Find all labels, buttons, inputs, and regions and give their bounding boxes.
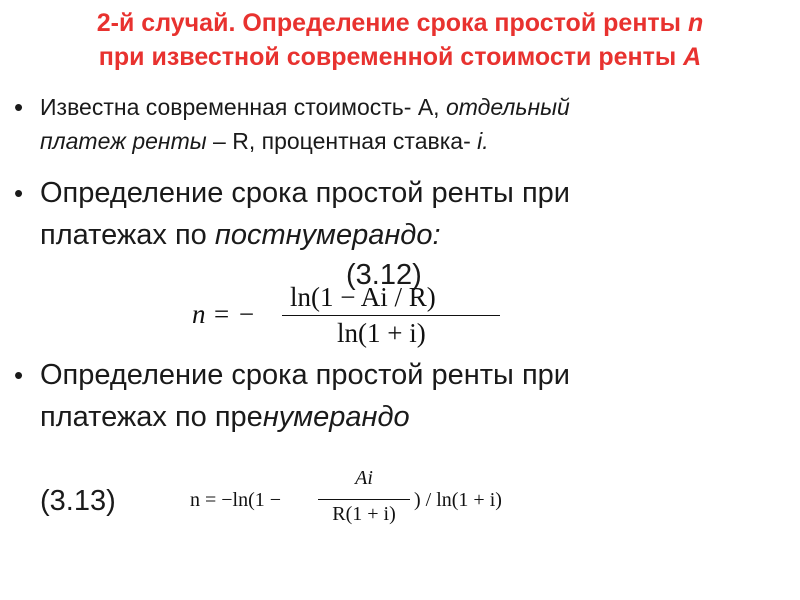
bullet-3-line-2 xyxy=(40,396,780,438)
equation-label-3-13: (3.13) xyxy=(40,485,116,517)
formula-3-13-left: n = −ln(1 − xyxy=(190,489,282,511)
bullet-item-3 xyxy=(40,354,780,438)
fraction-bar xyxy=(318,499,410,500)
title-line-2 xyxy=(0,40,800,74)
title-line-2-text: при известной современной стоимости ренты xyxy=(98,43,684,71)
bullet-1-text-c: платеж ренты xyxy=(40,128,207,154)
equation-label-3-12: (3.12) xyxy=(346,259,422,291)
bullet-2-line-2 xyxy=(40,214,780,256)
formula-3-12-lhs: n = − xyxy=(192,299,256,329)
bullet-2-text-a: платежах по xyxy=(40,219,215,251)
formula-3-13-numerator: Ai xyxy=(355,467,373,489)
bullet-1-line-2 xyxy=(40,124,780,158)
formula-3-12-denominator: ln(1 + i) xyxy=(337,318,426,348)
bullet-marker-2: • xyxy=(14,178,24,208)
bullet-2-text-b: постнумерандо: xyxy=(214,219,441,251)
bullet-item-2 xyxy=(40,172,780,256)
bullet-marker-1: • xyxy=(14,92,24,122)
title-line-1 xyxy=(0,6,800,40)
bullet-3-line-1: Определение срока простой ренты при xyxy=(40,359,570,391)
bullet-1-text-d: – R, процентная ставка- xyxy=(206,128,478,154)
formula-3-13-right: ) / ln(1 + i) xyxy=(414,489,502,511)
fraction-bar xyxy=(282,315,500,316)
bullet-1-line-1 xyxy=(40,90,780,124)
title-variable-a: А xyxy=(683,43,702,71)
bullet-1-variable-i: i. xyxy=(477,128,489,154)
formula-3-12-numerator: ln(1 − Ai / R) xyxy=(290,282,436,312)
title-line-1-text: 2-й случай. Определение срока простой ренты xyxy=(96,9,688,37)
bullet-2-line-1: Определение срока простой ренты при xyxy=(40,177,570,209)
bullet-item-1 xyxy=(40,90,780,158)
title-variable-n: n xyxy=(687,9,704,37)
bullet-3-text-b: нумерандо xyxy=(262,401,410,433)
bullet-marker-3: • xyxy=(14,360,24,390)
formula-3-13-denominator: R(1 + i) xyxy=(332,503,396,525)
bullet-1-text-a: Известна современная стоимость- А, xyxy=(40,94,446,120)
slide-title xyxy=(0,6,800,74)
bullet-1-text-b: отдельный xyxy=(445,94,570,120)
bullet-3-text-a: платежах по пре xyxy=(40,401,263,433)
